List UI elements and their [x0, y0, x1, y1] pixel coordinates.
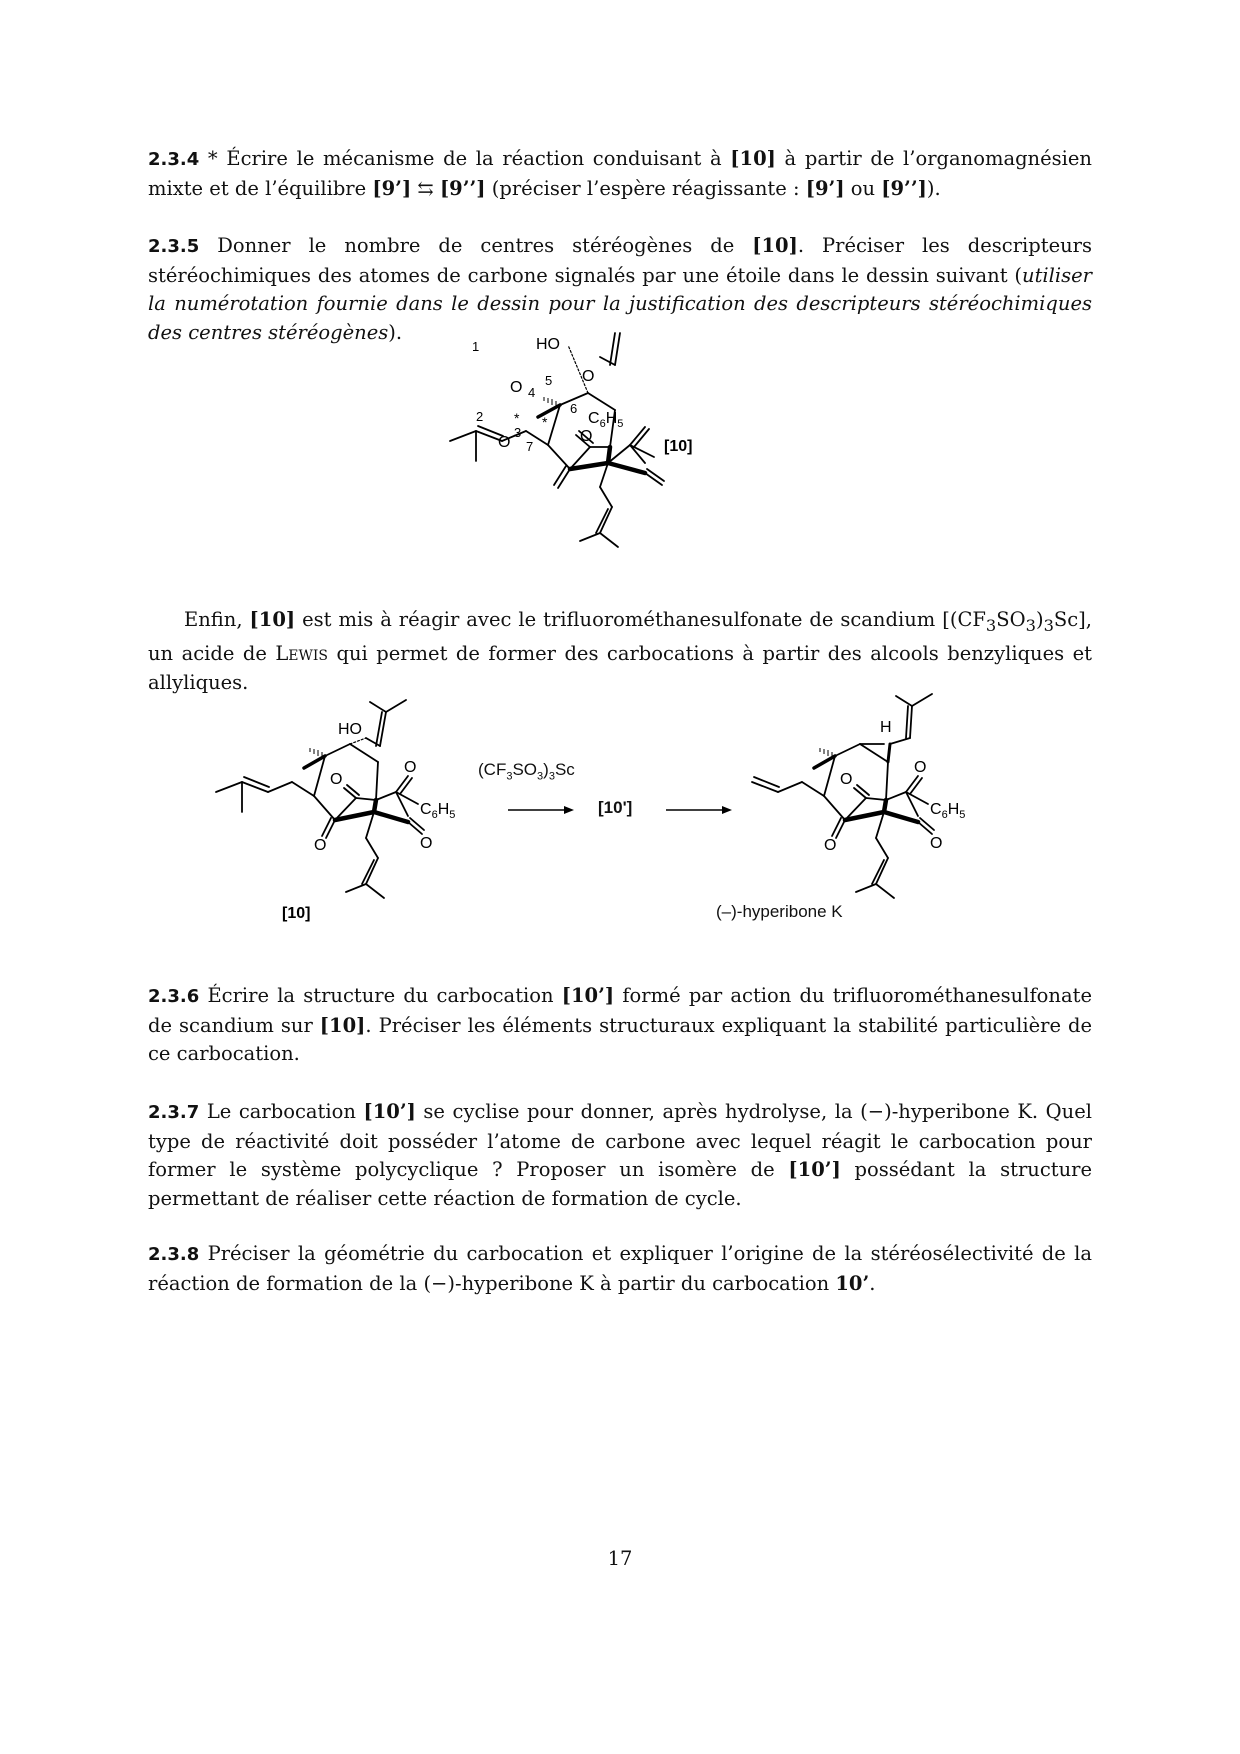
- atom-number-5: 5: [545, 373, 553, 388]
- ketone-o-label: O: [330, 771, 343, 788]
- question-2-3-8: 2.3.8 Préciser la géométrie du carbocation et expliquer l’origine de la stéréosélectivité de la réaction de formation de la (−)-hyperibone K à partir du carbocation 10’.: [148, 1242, 1093, 1295]
- question-number: 2.3.5: [148, 236, 200, 257]
- phenyl-label: $C_6H_5$: [588, 410, 624, 430]
- atom-number-2: 2: [476, 409, 484, 424]
- question-2-3-6: 2.3.6 Écrire la structure du carbocation [10’] formé par action du trifluorométhanesulfonate de scandium sur [10]. Préciser les éléments structuraux expliquant la stabilité particulière de ce carbocation.: [148, 984, 1093, 1065]
- ketone-o-label: O: [582, 368, 595, 385]
- question-number: 2.3.6: [148, 986, 200, 1007]
- ketone-o-label: O: [930, 835, 943, 852]
- reagent-label: $(CF_3SO_3)_3Sc$: [478, 760, 575, 783]
- star-marker: *: [542, 414, 548, 430]
- question-number: 2.3.8: [148, 1244, 200, 1265]
- figure-compound-10: [440, 336, 800, 565]
- ketone-o-label: O: [510, 379, 523, 396]
- compound-label-10: [10]: [664, 438, 693, 455]
- equilibrium-arrows: ⇆: [417, 176, 434, 200]
- intermediate-label: [10']: [598, 798, 633, 817]
- page-number: 17: [607, 1547, 633, 1570]
- hash-wedge: [310, 748, 322, 758]
- star-marker: *: [514, 410, 520, 426]
- question-2-3-7: 2.3.7 Le carbocation [10’] se cyclise pour donner, après hydrolyse, la (−)-hyperibone K. Quel type de réactivité doit posséder l’atome de carbone avec lequel réagit le carbocation pour former le système polycyclique ? Proposer un isomère de [10’] possédant la structure permettant de réaliser cette réaction de formation de cycle.: [148, 1100, 1093, 1210]
- paragraph-lewis-acid: Enfin, [10] est mis à réagir avec le trifluorométhanesulfonate de scandium $[(CF_3SO_3)_3Sc]$, un acide de Lewis qui permet de former des carbocations à partir des alcools benzyliques et allyliques.: [148, 608, 1092, 694]
- question-2-3-5: 2.3.5 Donner le nombre de centres stéréogènes de [10]. Préciser les descripteurs stéréochimiques des atomes de carbone signalés par une étoile dans le dessin suivant (utiliser la numérotation fournie dans le dessin pour la justification des descripteurs stéréochimiques des centres stéréogènes).: [148, 234, 1093, 344]
- compound-label-left: [10]: [282, 905, 311, 922]
- atom-number-1: 1: [472, 339, 480, 354]
- hydroxyl-label: HO: [338, 721, 362, 738]
- ketone-o-label: O: [314, 837, 327, 854]
- atom-number-7: 7: [526, 439, 534, 454]
- question-2-3-4: 2.3.4 * Écrire le mécanisme de la réaction conduisant à [10] à partir de l’organomagnésien mixte et de l’équilibre [9’] ⇆ [9’’] (préciser l’espère réagissante : [9’] ou [9’’]).: [148, 147, 1092, 200]
- ketone-o-label: O: [824, 837, 837, 854]
- ketone-o-label: O: [404, 759, 417, 776]
- hydrogen-label: H: [880, 719, 892, 736]
- ketone-o-label: O: [420, 835, 433, 852]
- atom-number-3: 3: [514, 425, 522, 440]
- question-number: 2.3.7: [148, 1102, 200, 1123]
- ketone-o-label: O: [914, 759, 927, 776]
- ketone-o-label: O: [840, 771, 853, 788]
- ketone-o-label: O: [580, 428, 593, 445]
- question-number: 2.3.4: [148, 149, 200, 170]
- molecule-10: [216, 700, 424, 898]
- phenyl-label: $C_6H_5$: [420, 801, 456, 821]
- product-label: (–)-hyperibone K: [716, 902, 843, 921]
- hydroxyl-label: HO: [536, 336, 560, 353]
- atom-number-4: 4: [528, 385, 536, 400]
- ketone-o-label: O: [498, 434, 511, 451]
- phenyl-label: $C_6H_5$: [930, 801, 966, 821]
- atom-number-6: 6: [570, 401, 578, 416]
